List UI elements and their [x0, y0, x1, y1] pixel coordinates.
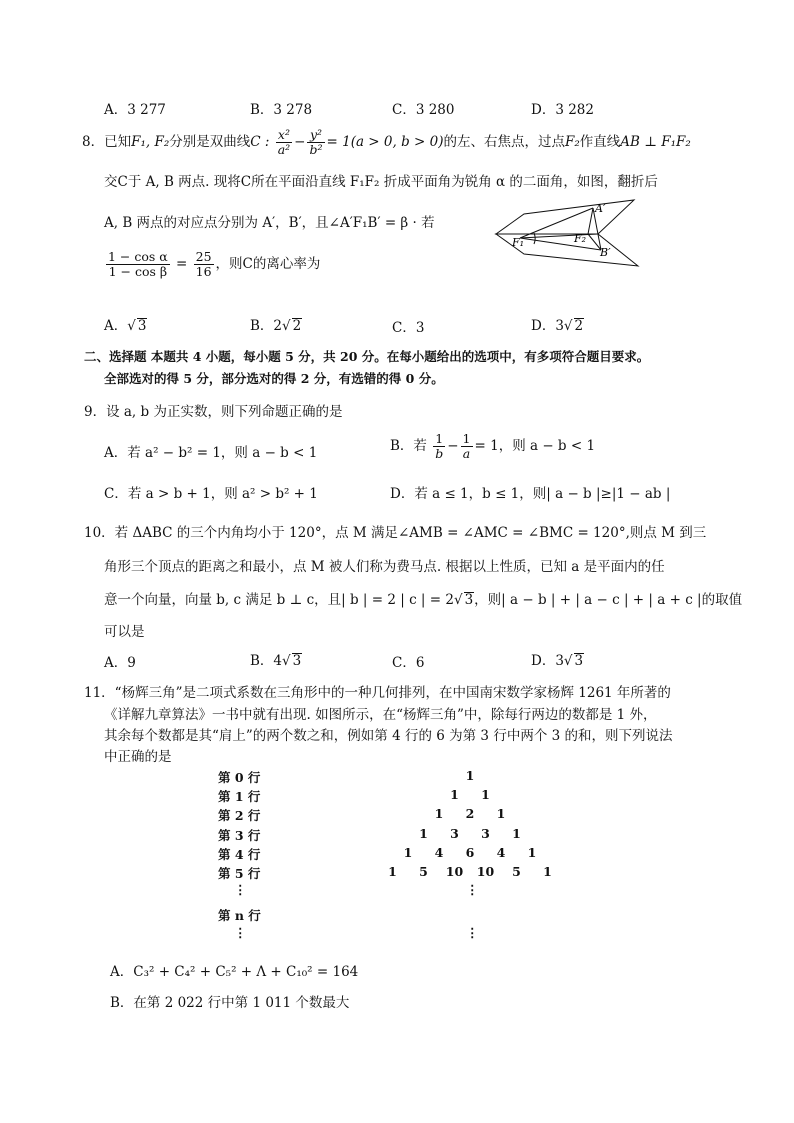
fig-label-f2: F₂ [574, 232, 587, 245]
q8-option-d[interactable]: D．3√ 2 [531, 318, 584, 334]
yh-number: 1 [450, 787, 459, 803]
q10-option-a[interactable]: A．9 [104, 655, 136, 671]
q9-b-num1: 1 [433, 432, 445, 447]
q8-stem-line1: 8．已知F₁, F₂分别是双曲线C : $\frac{\text{x²}}{\text{a²}}$ − $\frac{\text{y²}}{\text{b²}}$ = 1(a > 0, b > 0)的左、右焦点，过点F₂作直线AB ⊥ F₁F₂ [82, 127, 691, 157]
q8-foci: F₁, F₂ [131, 134, 170, 150]
q9-b-den1: b [435, 446, 444, 461]
yh-number: 5 [512, 864, 521, 879]
q10-option-c[interactable]: C．6 [392, 655, 425, 671]
q10-option-d-radicand: 3 [574, 653, 584, 669]
q8-x2: x² [277, 127, 290, 142]
q8-stem-line2: 交C于 A, B 两点. 现将C所在平面沿直线 F₁F₂ 折成平面角为锐角 α 的二面角，如图，翻折后 [104, 174, 658, 190]
q7-option-b[interactable]: B．3 278 [250, 102, 313, 118]
q8-val-den: 16 [195, 264, 212, 279]
fig-beta-arc [534, 233, 535, 244]
fig-f2-aprime [588, 208, 593, 234]
yh-row-label: 第 1 行 [218, 789, 261, 805]
q9-b-frac1 [433, 432, 445, 461]
yh-vdots: ⋮ [466, 882, 479, 897]
q9-option-d[interactable]: D．若 a ≤ 1，b ≤ 1，则| a − b |≥|1 − ab | [390, 486, 671, 502]
q8-option-a-label: A． [104, 318, 128, 334]
q8-y-fraction [307, 128, 324, 157]
q10-option-d[interactable]: D．3√ 3 [531, 653, 584, 669]
yh-number: 1 [388, 864, 397, 879]
q8-number: 8． [82, 134, 105, 150]
yh-number: 1 [512, 825, 521, 841]
q10-line3-radicand: 3 [464, 592, 474, 608]
yh-number: 1 [434, 806, 444, 822]
q10-line3b: ，则| a − b | + | a − c | + | a + c |的取值 [474, 592, 743, 608]
q10-option-d-label: D．3 [531, 653, 564, 669]
yh-number: 3 [481, 825, 490, 841]
fig-label-aprime: A′ [595, 202, 606, 215]
q8-ask: ，则C的离心率为 [215, 256, 321, 272]
yh-number: 4 [496, 844, 506, 860]
fig-fold-line [520, 234, 598, 238]
q8-fold-figure [494, 196, 646, 270]
yh-number: 1 [419, 825, 428, 841]
yh-number: 2 [465, 806, 475, 822]
q7-option-a[interactable]: A．3 277 [104, 102, 166, 118]
q8-cos-fraction [106, 250, 170, 279]
q8-frac-num: 1 − cos α [108, 249, 168, 264]
yh-number: 1 [543, 864, 552, 879]
section2-heading-line1: 二、选择题 本题共 4 小题，每小题 5 分，共 20 分。在每小题给出的选项中，有多项符合题目要求。 [84, 349, 650, 364]
q11-option-b[interactable]: B．在第 2 022 行中第 1 011 个数最大 [110, 995, 350, 1011]
q8-b2: b² [309, 142, 323, 157]
q10-option-b-label: B．4 [250, 653, 283, 669]
fig-label-bprime: B′ [600, 246, 611, 259]
yh-number: 4 [434, 844, 444, 860]
q9-option-a[interactable]: A．若 a² − b² = 1，则 a − b < 1 [104, 445, 318, 461]
yh-vdots-2: ⋮ [466, 925, 479, 940]
yh-number: 5 [419, 864, 428, 879]
q10-option-b-radicand: 3 [292, 653, 302, 669]
yh-number: 1 [403, 844, 413, 860]
q9-b-post: = 1，则 a − b < 1 [474, 438, 596, 454]
yh-number: 1 [465, 768, 475, 783]
q11-stem-line3: 其余每个数都是其“肩上”的两个数之和，例如第 4 行的 6 为第 3 行中两个 3 的和，则下列说法 [104, 728, 673, 744]
q9-b-num2: 1 [462, 431, 471, 446]
q8-option-b-radicand: 2 [292, 318, 302, 334]
q8-f2: F₂ [564, 134, 580, 150]
q8-val-num: 25 [195, 249, 212, 264]
yh-row-label: 第 2 行 [218, 808, 261, 824]
q8-intro: 已知 [104, 134, 132, 150]
q8-option-a[interactable]: A．√ 3 [104, 318, 147, 334]
section2-heading-line2: 全部选对的得 5 分，部分选对的得 2 分，有选错的得 0 分。 [104, 371, 444, 386]
q9-b-pre: B．若 [390, 438, 427, 454]
q11-option-a[interactable]: A．C₃² + C₄² + C₅² + Λ + C₁₀² = 164 [110, 964, 359, 980]
q11-stem-line1: 11．“杨辉三角”是二项式系数在三角形中的一种几何排列，在中国南宋数学家杨辉 1261 年所著的 [84, 685, 671, 701]
fig-f1-bprime [520, 238, 601, 250]
yh-row-label: 第 5 行 [218, 866, 261, 881]
yh-number: 1 [496, 806, 506, 822]
yh-label-vdots: ⋮ [234, 882, 247, 897]
q8-eq: = [176, 256, 188, 272]
q9-option-b[interactable] [390, 432, 595, 461]
q8-perp: AB ⊥ F₁F₂ [620, 134, 691, 150]
yh-number: 10 [476, 864, 495, 879]
q8-y2: y² [309, 127, 323, 142]
q10-option-b[interactable]: B．4√ 3 [250, 653, 302, 669]
yh-number: 1 [481, 787, 490, 803]
q8-tail1: 的左、右焦点，过点 [443, 134, 565, 150]
q8-option-b[interactable]: B．2√ 2 [250, 318, 302, 334]
q9-option-c[interactable]: C．若 a > b + 1，则 a² > b² + 1 [104, 486, 318, 502]
yh-label-vdots-2: ⋮ [234, 925, 247, 940]
yh-row-label: 第 4 行 [218, 846, 261, 862]
yh-number: 10 [445, 864, 464, 879]
yh-row-label: 第 3 行 [218, 827, 261, 843]
q10-line3a: 意一个向量，向量 b, c 满足 b ⊥ c，且| b | = 2 | c | = 2 [104, 592, 454, 608]
q10-stem-line2: 角形三个顶点的距离之和最小，点 M 被人们称为费马点. 根据以上性质，已知 a 是平面内的任 [104, 559, 665, 575]
q8-curve: C : [250, 134, 270, 150]
q8-value-fraction [194, 250, 214, 279]
q8-tail1b: 作直线 [579, 134, 621, 150]
yh-row-label: 第 0 行 [218, 770, 261, 785]
q8-option-a-radicand: 3 [137, 318, 147, 334]
q9-b-den2: a [462, 446, 471, 461]
q10-stem-line3: 意一个向量，向量 b, c 满足 b ⊥ c，且| b | = 2 | c | = 2√ 3，则| a − b | + | a − c | + | a + c |的取值 [104, 592, 743, 608]
q8-condition: = 1(a > 0, b > 0) [326, 134, 444, 150]
q9-stem: 9．设 a, b 为正实数，则下列命题正确的是 [84, 404, 343, 420]
q7-option-c[interactable]: C．3 280 [392, 102, 455, 118]
q8-condition-line [104, 250, 320, 279]
fig-label-f1: F₁ [512, 236, 525, 249]
q8-option-d-label: D．3 [531, 318, 564, 334]
q9-b-minus: − [447, 438, 459, 454]
q8-intro2: 分别是双曲线 [169, 134, 251, 150]
q11-stem-line2: 《详解九章算法》一书中就有出现. 如图所示，在“杨辉三角”中，除每行两边的数都是 1 外， [104, 707, 657, 723]
q11-stem-line4: 中正确的是 [104, 749, 172, 765]
q10-stem-line4: 可以是 [104, 624, 145, 640]
fig-upper-plane [496, 200, 634, 234]
yh-number: 6 [465, 844, 475, 860]
q8-option-b-label: B．2 [250, 318, 283, 334]
q8-option-c[interactable]: C．3 [392, 320, 425, 336]
q9-b-frac2 [461, 432, 473, 461]
yh-number: 1 [527, 844, 537, 860]
q10-stem-line1: 10．若 ΔABC 的三个内角均小于 120°，点 M 满足∠AMB = ∠AMC = ∠BMC = 120°,则点 M 到三 [84, 525, 707, 541]
q7-option-d[interactable]: D．3 282 [531, 102, 594, 118]
yh-number: 3 [450, 825, 459, 841]
q8-option-d-radicand: 2 [574, 318, 584, 334]
q8-x-fraction [276, 128, 292, 157]
yh-row-n-label: 第 n 行 [218, 908, 261, 923]
q8-frac-den: 1 − cos β [108, 264, 168, 279]
q8-a2: a² [277, 142, 291, 157]
q8-stem-line3: A, B 两点的对应点分别为 A′，B′，且∠A′F₁B′ = β · 若 [104, 215, 435, 231]
